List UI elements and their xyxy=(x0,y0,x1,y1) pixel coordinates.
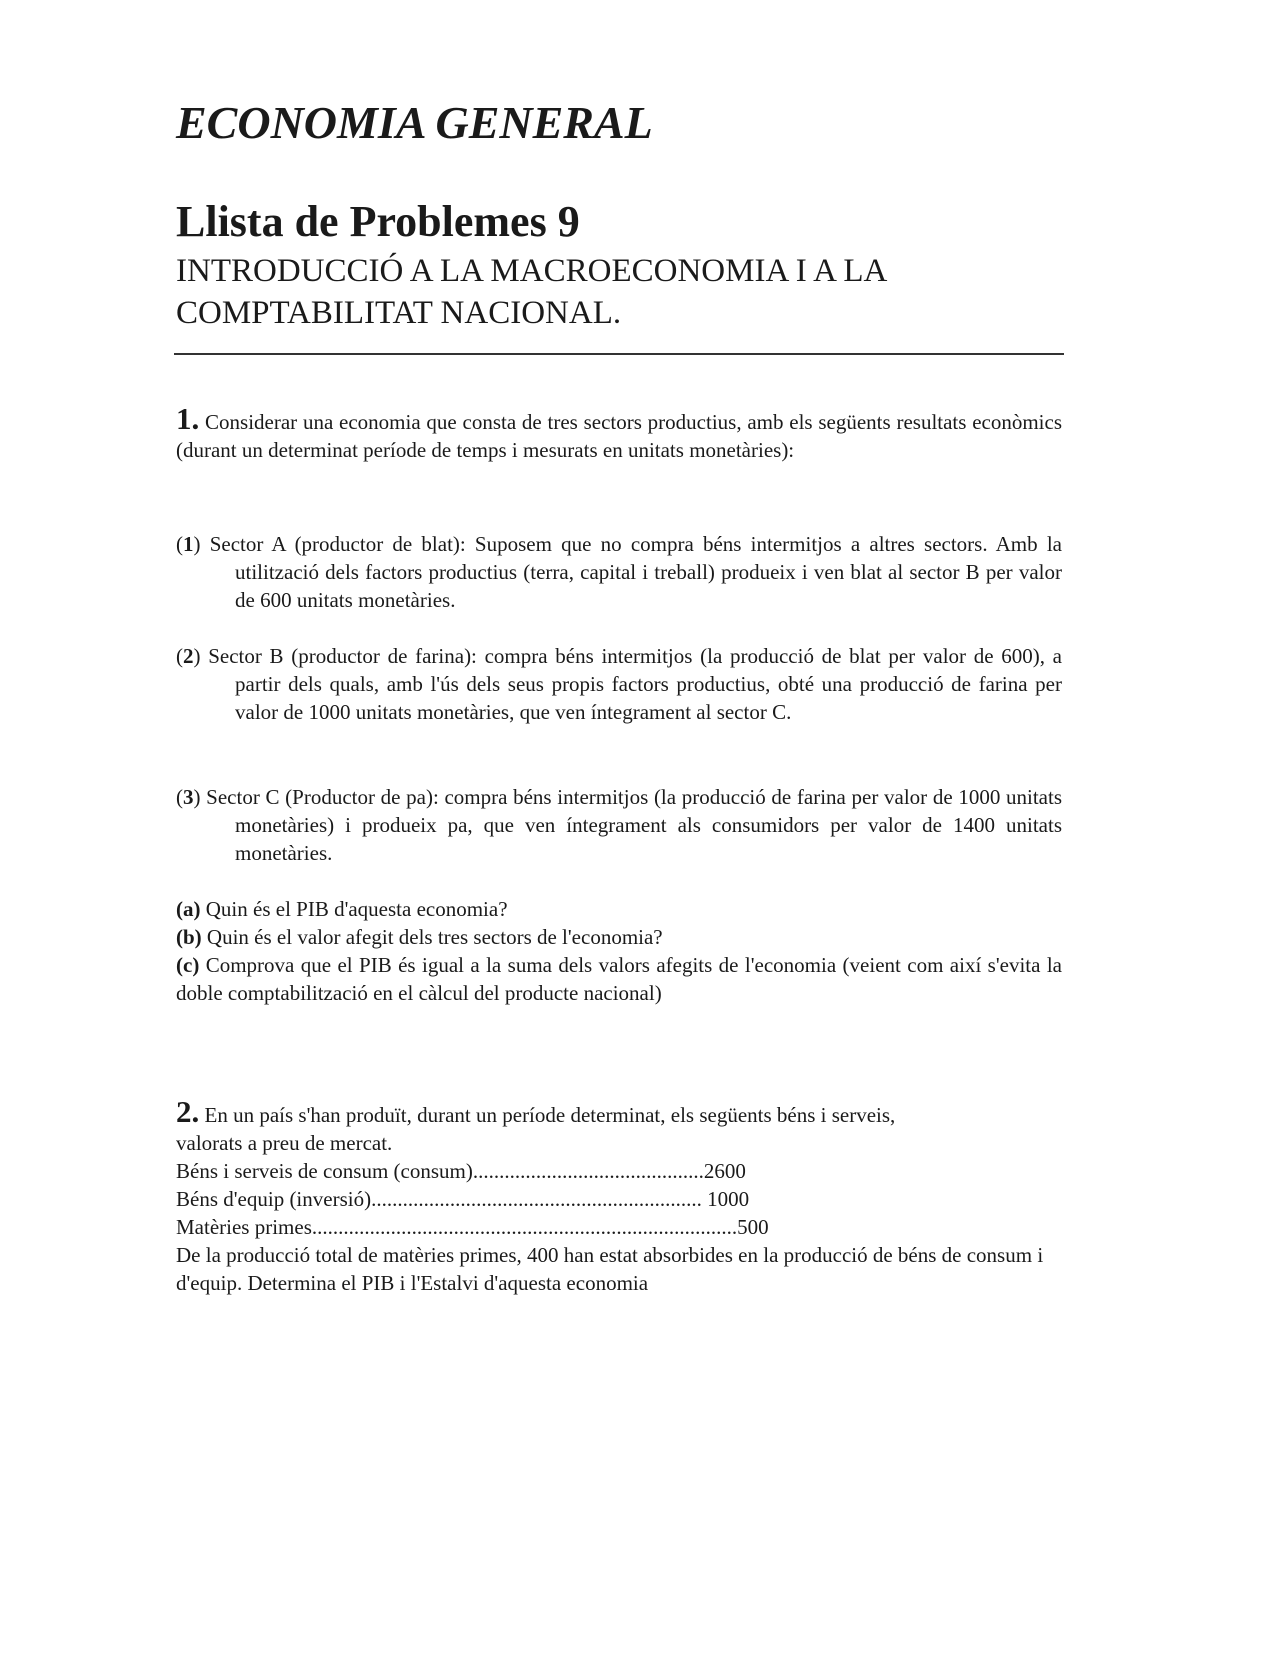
sector-b-label: 2 xyxy=(183,644,194,668)
course-title: ECONOMIA GENERAL xyxy=(176,97,653,148)
subtitle-line-1: INTRODUCCIÓ A LA MACROECONOMIA I A LA xyxy=(176,253,888,289)
question-a-text: Quin és el PIB d'aquesta economia? xyxy=(205,897,508,921)
question-b xyxy=(176,923,1062,951)
question-a xyxy=(176,895,1062,923)
header-divider xyxy=(174,353,1064,355)
sector-c-item: (3) Sector C (Productor de pa): compra béns intermitjos (la producció de farina per valor de 1000 unitats monetàries) i produeix pa, que ven íntegrament als consumidors per valor de 1400 unitats monetàries. xyxy=(176,785,1062,865)
subtitle xyxy=(176,250,1076,334)
problem-2-intro-text-1: En un país s'han produït, durant un període determinat, els següents béns i serveis, xyxy=(204,1103,896,1127)
problem-1-number: 1. xyxy=(176,401,200,436)
question-c-label: (c) xyxy=(176,953,200,977)
goods-row-materies-primes: Matèries primes.................................................................................500 xyxy=(176,1215,769,1239)
subtitle-line-2: COMPTABILITAT NACIONAL. xyxy=(176,295,622,331)
sector-c-label: 3 xyxy=(183,785,194,809)
problem-list-title: Llista de Problemes 9 xyxy=(176,197,580,246)
problem-2-tail: De la producció total de matèries primes, 400 han estat absorbides en la producció de béns de consum i d'equip. Determina el PIB i l'Estalvi d'aquesta economia xyxy=(176,1243,1044,1295)
sector-a-text: Sector A (productor de blat): Suposem que no compra béns intermitjos a altres sectors. Amb la utilització dels factors productius (terra, capital i treball) produeix i ven blat al sector B per valor de 600 unitats monetàries. xyxy=(209,532,1062,612)
problem-2-intro-line-1 xyxy=(176,1094,1062,1129)
sector-b-item: (2) Sector B (productor de farina): compra béns intermitjos (la producció de blat per valor de 600), a partir dels quals, amb l'ús dels seus propis factors productius, obté una producció de farina per valor de 1000 unitats monetàries, que ven íntegrament al sector C. xyxy=(176,644,1062,724)
problem-1-questions xyxy=(176,895,1062,1007)
question-c-text: Comprova que el PIB és igual a la suma dels valors afegits de l'economia (veient com així s'evita la doble comptabilització en el càlcul del producte nacional) xyxy=(176,953,1063,1005)
problem-1-intro-text: Considerar una economia que consta de tres sectors productius, amb els següents resultats econòmics (durant un determinat període de temps i mesurats en unitats monetàries): xyxy=(176,410,1063,462)
sector-c-text: Sector C (Productor de pa): compra béns intermitjos (la producció de farina per valor de 1000 unitats monetàries) i produeix pa, que ven íntegrament als consumidors per valor de 1400 unitats monetàries. xyxy=(206,785,1062,865)
goods-row-inversio: Béns d'equip (inversió)............................................................... 1000 xyxy=(176,1187,750,1211)
problem-2-number: 2. xyxy=(176,1094,200,1129)
problem-2 xyxy=(176,1094,1062,1297)
sector-b-text: Sector B (productor de farina): compra béns intermitjos (la producció de blat per valor de 600), a partir dels quals, amb l'ús dels seus propis factors productius, obté una producció de farina per valor de 1000 unitats monetàries, que ven íntegrament al sector C. xyxy=(208,644,1062,724)
question-a-label: (a) xyxy=(176,897,201,921)
question-b-label: (b) xyxy=(176,925,202,949)
question-b-text: Quin és el valor afegit dels tres sectors de l'economia? xyxy=(206,925,663,949)
problem-1-intro xyxy=(176,401,1063,464)
sector-a-item: (1) Sector A (productor de blat): Suposem que no compra béns intermitjos a altres sectors. Amb la utilització dels factors productius (terra, capital i treball) produeix i ven blat al sector B per valor de 600 unitats monetàries. xyxy=(176,532,1062,612)
problem-2-intro-line-2: valorats a preu de mercat. xyxy=(176,1131,393,1155)
goods-row-consum: Béns i serveis de consum (consum)............................................2600 xyxy=(176,1159,746,1183)
sector-a-label: 1 xyxy=(183,532,194,556)
question-c xyxy=(176,951,1062,1007)
